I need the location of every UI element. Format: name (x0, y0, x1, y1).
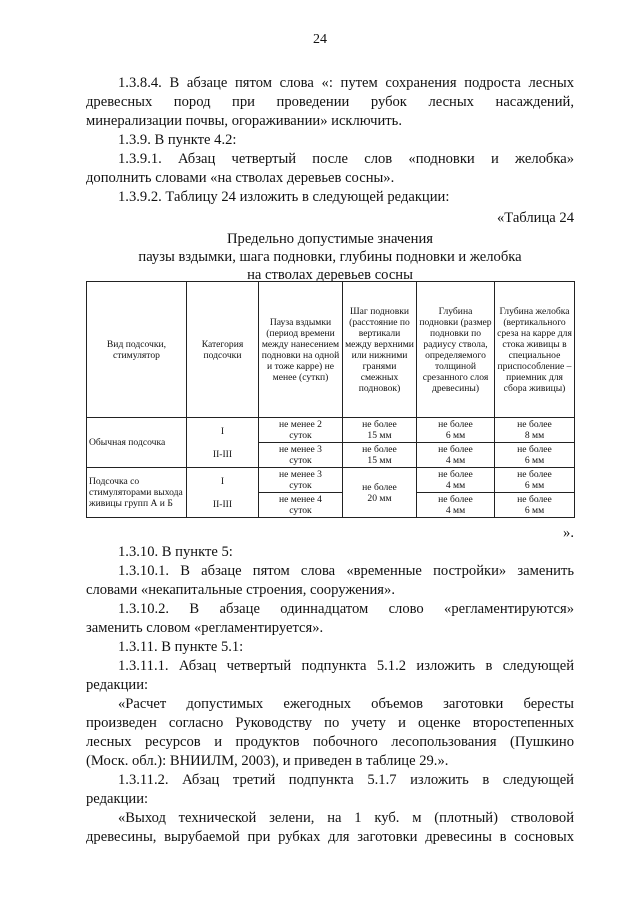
row-step (343, 468, 417, 518)
pause-value: не менее 3 (279, 444, 322, 455)
table-title-line-2: паузы вздымки, шага подновки, глубины подновки и желобка (138, 249, 522, 265)
depth-value: не более (438, 469, 473, 480)
row-pause (259, 418, 343, 468)
quote-2-line-1: «Выход технической зелени, на 1 куб. м (плотный) стволовой (118, 810, 574, 826)
paragraph-1-3-10: 1.3.10. В пункте 5: (118, 544, 233, 560)
table-label: «Таблица 24 (496, 210, 574, 226)
paragraph-1-3-11-1-line-1: 1.3.11.1. Абзац четвертый подпункта 5.1.2 изложить в следующей (118, 658, 574, 674)
groove-unit: 6 мм (524, 505, 545, 516)
table-closing-quote: ». (563, 525, 574, 541)
page-number: 24 (313, 32, 327, 47)
depth-unit: 4 мм (445, 455, 466, 466)
step-unit: 15 мм (367, 455, 392, 466)
depth-unit: 4 мм (445, 505, 466, 516)
row-pause (259, 468, 343, 518)
step-value: не более (362, 444, 397, 455)
pause-value: не менее 3 (279, 469, 322, 480)
category-2: II-III (212, 448, 233, 460)
header-step: Шаг подновки (расстояние по вертикали между верхними или нижними гранями смежных подновок) (343, 282, 417, 418)
paragraph-1-3-9-1-line-2: дополнить словами «на стволах деревьев сосны». (86, 170, 395, 186)
step-unit: 15 мм (367, 430, 392, 441)
pause-unit: суток (289, 430, 312, 441)
row-depth (417, 468, 495, 518)
paragraph-1-3-10-1-line-1: 1.3.10.1. В абзаце пятом слова «временные постройки» заменить (118, 563, 574, 579)
paragraph-1-3-8-4-line-3: минерализации почвы, огораживании» исключить. (86, 113, 402, 129)
row-categories (187, 468, 259, 518)
depth-value: не более (438, 444, 473, 455)
paragraph-1-3-10-2-line-1: 1.3.10.2. В абзаце одиннадцатом слово «регламентируются» (118, 601, 574, 617)
pause-unit: суток (289, 505, 312, 516)
paragraph-1-3-9-1-line-1: 1.3.9.1. Абзац четвертый после слов «подновки и желобка» (118, 151, 574, 167)
step-value: не более (362, 419, 397, 430)
step-unit: 20 мм (367, 492, 392, 504)
paragraph-1-3-11: 1.3.11. В пункте 5.1: (118, 639, 244, 655)
groove-value: не более (517, 494, 552, 505)
paragraph-1-3-8-4-line-1: 1.3.8.4. В абзаце пятом слова «: путем сохранения подроста лесных (118, 75, 574, 91)
pause-unit: суток (289, 455, 312, 466)
depth-value: не более (438, 419, 473, 430)
table-title-line-1: Предельно допустимые значения (227, 231, 433, 247)
row-groove (495, 418, 575, 468)
depth-value: не более (438, 494, 473, 505)
paragraph-1-3-11-1-line-2: редакции: (86, 677, 149, 693)
depth-unit: 4 мм (445, 480, 466, 491)
table-row (87, 468, 575, 518)
table-row (87, 418, 575, 468)
paragraph-1-3-8-4-line-2: древесных пород при проведении рубок лесных насаждений, (86, 94, 574, 110)
quote-1-line-1: «Расчет допустимых ежегодных объемов заготовки бересты (118, 696, 574, 712)
paragraph-1-3-10-2-line-2: заменить словом «регламентируется». (86, 620, 324, 636)
step-value: не более (362, 481, 397, 493)
table-header-row (87, 282, 575, 418)
groove-value: не более (517, 444, 552, 455)
row-depth (417, 418, 495, 468)
row-categories (187, 418, 259, 468)
row-groove (495, 468, 575, 518)
header-category: Категория подсочки (187, 282, 259, 418)
header-pause: Пауза вздымки (период времени между нанесением подновки на одной и тоже карре) не менее (суткп) (259, 282, 343, 418)
paragraph-1-3-10-1-line-2: словами «некапитальные строения, сооружения». (86, 582, 395, 598)
row-type: Обычная подсочка (87, 418, 187, 468)
header-groove: Глубина желобка (вертикального среза на карре для стока живицы в специальное приспособление – приемник для сбора живицы) (495, 282, 575, 418)
category-1: I (220, 475, 225, 487)
quote-1-line-3: лесных ресурсов и продуктов побочного лесопользования (Пушкино (86, 734, 574, 750)
pause-value: не менее 4 (279, 494, 322, 505)
category-2: II-III (212, 498, 233, 510)
paragraph-1-3-9: 1.3.9. В пункте 4.2: (118, 132, 237, 148)
groove-value: не более (517, 419, 552, 430)
paragraph-1-3-9-2: 1.3.9.2. Таблицу 24 изложить в следующей редакции: (118, 189, 450, 205)
limits-table (86, 281, 575, 518)
paragraph-1-3-11-2-line-2: редакции: (86, 791, 149, 807)
depth-unit: 6 мм (445, 430, 466, 441)
header-type: Вид подсочки, стимулятор (87, 282, 187, 418)
header-depth: Глубина подновки (размер подновки по радиусу ствола, определяемого толщиной срезанного слоя древесины) (417, 282, 495, 418)
quote-1-line-2: произведен согласно Руководству по учету и оценке второстепенных (86, 715, 574, 731)
paragraph-1-3-11-2-line-1: 1.3.11.2. Абзац третий подпункта 5.1.7 изложить в следующей (118, 772, 574, 788)
table-title-line-3: на стволах деревьев сосны (247, 267, 413, 283)
quote-2-line-2: древесины, вырубаемой при рубках для заготовки древесины в сосновых (86, 829, 574, 845)
groove-unit: 6 мм (524, 455, 545, 466)
groove-unit: 8 мм (524, 430, 545, 441)
row-step (343, 418, 417, 468)
row-type: Подсочка со стимуляторами выхода живицы групп А и Б (87, 468, 187, 518)
quote-1-line-4: (Моск. обл.): ВНИИЛМ, 2003), и приведен в таблице 29.». (86, 753, 449, 769)
groove-unit: 6 мм (524, 480, 545, 491)
groove-value: не более (517, 469, 552, 480)
pause-unit: суток (289, 480, 312, 491)
pause-value: не менее 2 (279, 419, 322, 430)
category-1: I (220, 425, 225, 437)
